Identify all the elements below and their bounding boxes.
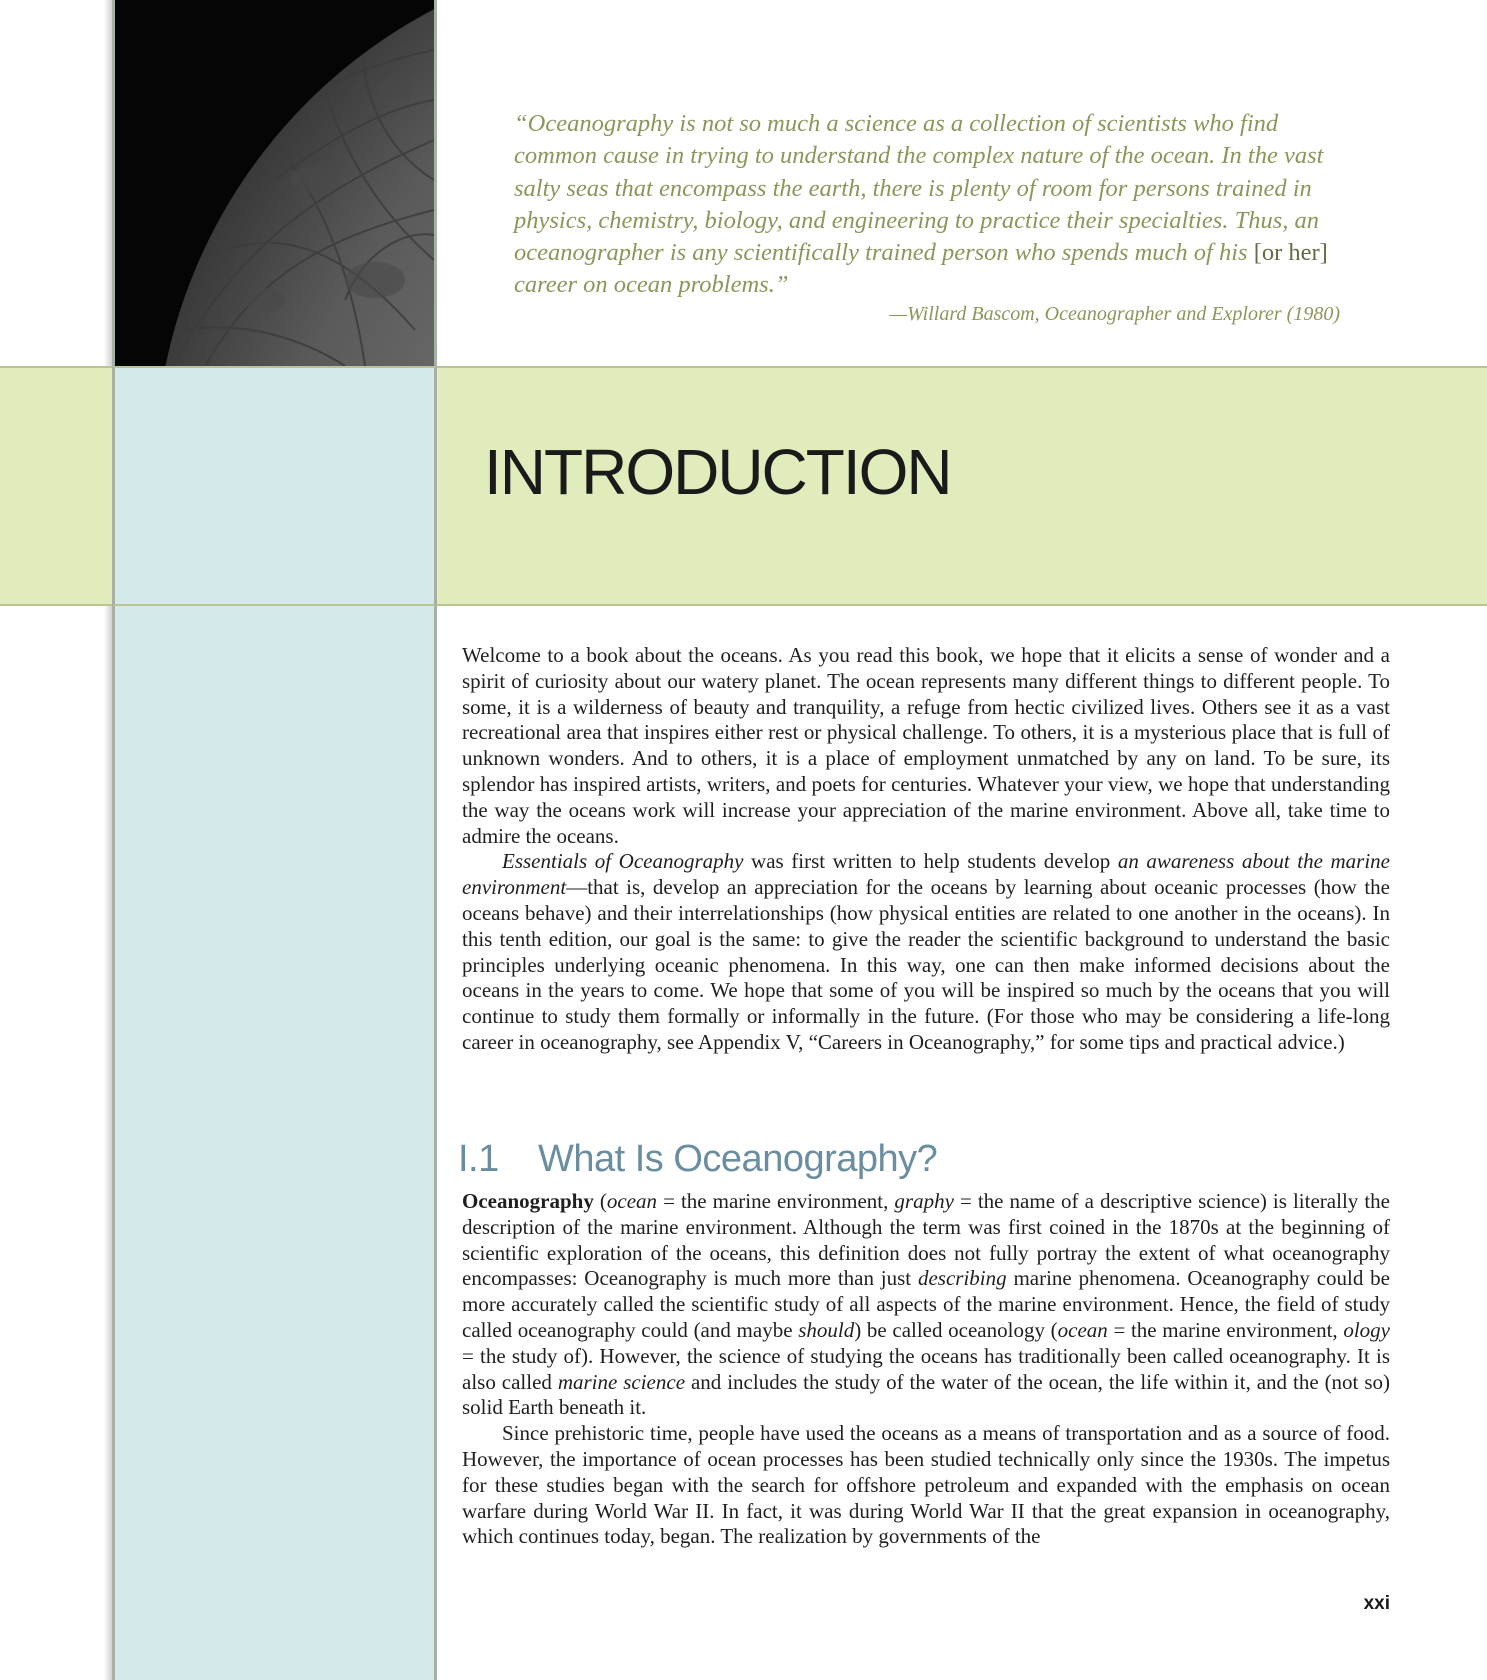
sidebar-band-segment (112, 366, 437, 606)
quote-text-end: career on ocean problems.” (514, 271, 789, 299)
section-heading (458, 1138, 937, 1181)
epigraph-quote (514, 108, 1344, 302)
chapter-title: INTRODUCTION (484, 436, 951, 508)
section-title: What Is Oceanography? (538, 1138, 938, 1180)
moon-surface-image (112, 0, 437, 366)
intro-paragraph-1: Welcome to a book about the oceans. As you read this book, we hope that it elicits a sense of wonder and a spirit of curiosity about our watery planet. The ocean represents many different things to different people. To some, it is a wilderness of beauty and tranquility, a refuge from hectic civilized lives. Others see it as a vast recreational area that inspires either rest or physical challenge. To others, it is a mysterious place that is full of unknown wonders. And to others, it is a place of employment unmatched by any on land. To be sure, its splendor has inspired artists, writers, and poets for centuries. Whatever your view, we hope that understanding the way the oceans work will increase your appreciation of the marine environment. Above all, take time to admire the oceans. (462, 643, 1390, 848)
page-number: xxi (1363, 1593, 1390, 1614)
quote-insertion: [or her] (1253, 239, 1328, 267)
section-number: I.1 (458, 1138, 499, 1180)
section-paragraph-1: Oceanography (ocean = the marine environment, graphy = the name of a descriptive science) is literally the description of the marine environment. Although the term was first coined in the 1870s at the beginning of scientific exploration of the oceans, this definition does not fully portray the extent of what oceanography encompasses: Oceanography is much more than just describing marine phenomena. Oceanography could be more accurately called the scientific study of all aspects of the marine environment. Hence, the field of study called oceanography could (and maybe should) be called oceanology (ocean = the marine environment, ology = the study of). However, the science of studying the oceans has traditionally been called oceanography. It is also called marine science and includes the study of the water of the ocean, the life within it, and the (not so) solid Earth beneath it. (462, 1189, 1390, 1420)
column-shadow (104, 0, 112, 1680)
key-term: Oceanography (462, 1189, 594, 1213)
intro-body (462, 643, 1390, 1056)
section-body (462, 1189, 1390, 1550)
intro-paragraph-2: Essentials of Oceanography was first written to help students develop an awareness about the marine environment—that is, develop an appreciation for the oceans by learning about oceanic processes (how the oceans behave) and their interrelationships (how physical entities are related to one another in the oceans). In this tenth edition, our goal is the same: to give the reader the scientific background to understand the basic principles underlying oceanic phenomena. In this way, one can then make informed decisions about the oceans in the years to come. We hope that some of you will be inspired so much by the oceans that you will continue to study them formally or informally in the future. (For those who may be considering a life-long career in oceanography, see Appendix V, “Careers in Oceanography,” for some tips and practical advice.) (462, 849, 1390, 1054)
quote-attribution: —Willard Bascom, Oceanographer and Explorer (1980) (889, 303, 1340, 325)
quote-text: “Oceanography is not so much a science as a collection of scientists who find common cause in trying to understand the complex nature of the ocean. In the vast salty seas that encompass the earth, there is plenty of room for persons trained in physics, chemistry, biology, and engineering to practice their specialties. Thus, an oceanographer is any scientifically trained person who spends much of his (514, 110, 1324, 267)
book-title: Essentials of Oceanography (502, 849, 744, 874)
section-paragraph-2: Since prehistoric time, people have used the oceans as a means of transportation and as a source of food. However, the importance of ocean processes has been studied technically only since the 1930s. The impetus for these studies began with the search for offshore petroleum and expanded with the emphasis on ocean warfare during World War II. In fact, it was during World War II that the great expansion in oceanography, which continues today, began. The realization by governments of the (462, 1421, 1390, 1549)
